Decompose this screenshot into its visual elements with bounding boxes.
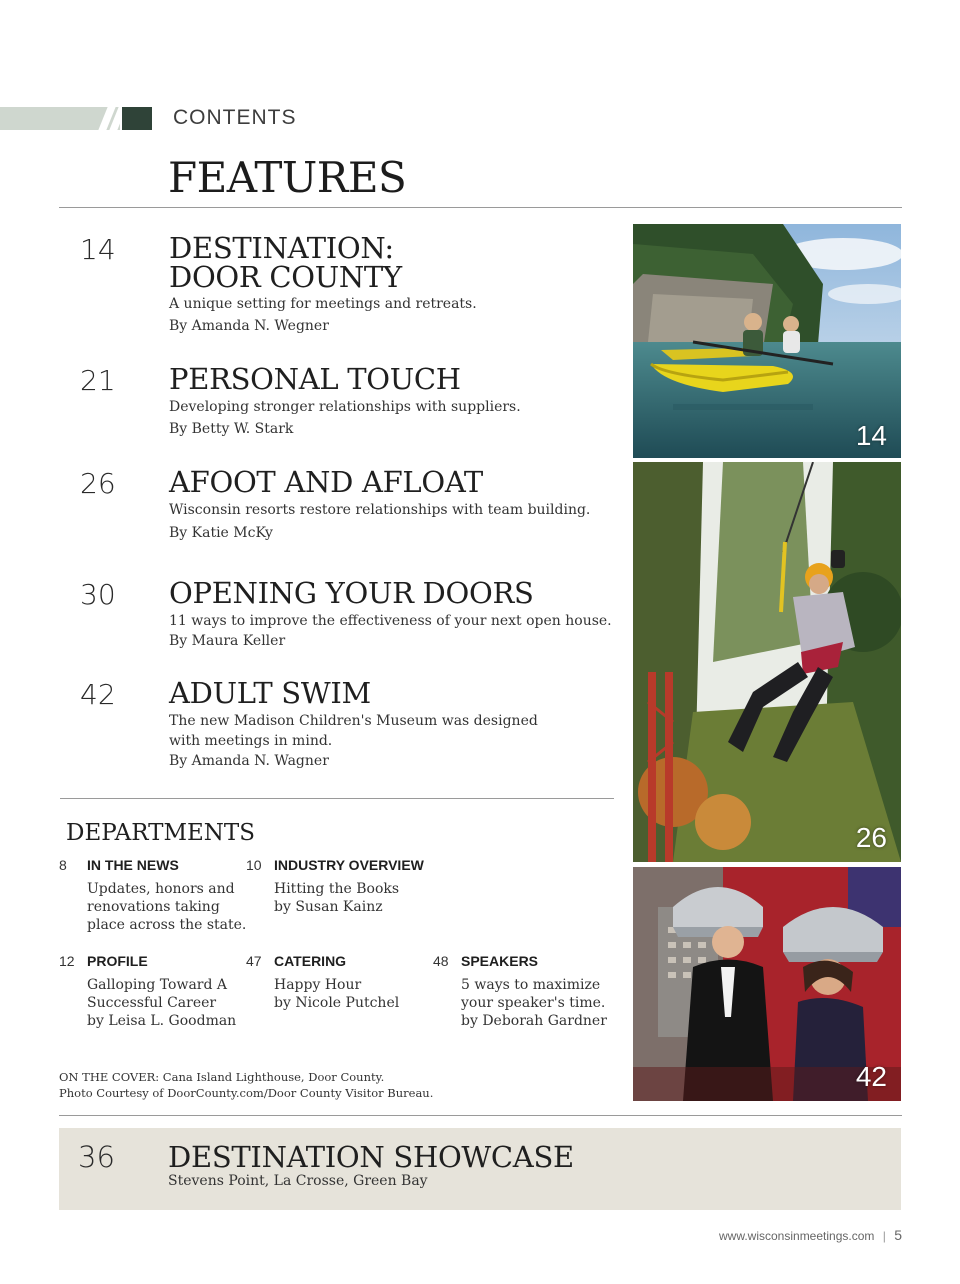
departments-divider: [60, 798, 614, 799]
department-description: place across the state.: [87, 917, 247, 933]
department-description: 5 ways to maximize: [461, 977, 601, 993]
departments-title: DEPARTMENTS: [66, 820, 256, 846]
department-page-number: 48: [433, 953, 449, 969]
feature-page-number: 14: [80, 233, 116, 266]
zipline-illustration: [633, 462, 901, 862]
showcase-divider: [59, 1115, 902, 1116]
feature-title: AFOOT AND AFLOAT: [169, 465, 483, 499]
department-page-number: 47: [246, 953, 262, 969]
footer-url[interactable]: www.wisconsinmeetings.com: [719, 1229, 875, 1243]
cover-note: [59, 1069, 433, 1101]
department-description: Galloping Toward A: [87, 977, 228, 993]
department-page-number: 12: [59, 953, 75, 969]
section-label: CONTENTS: [173, 106, 297, 129]
feature-description: Wisconsin resorts restore relationships with team building.: [169, 502, 591, 518]
department-description: by Leisa L. Goodman: [87, 1013, 237, 1029]
features-title: FEATURES: [168, 153, 407, 202]
department-description: by Deborah Gardner: [461, 1013, 607, 1029]
museum-photo: [633, 867, 901, 1101]
showcase-description: Stevens Point, La Crosse, Green Bay: [168, 1173, 428, 1189]
department-description: Successful Career: [87, 995, 217, 1011]
footer: [700, 1227, 902, 1243]
cover-note-credit: Photo Courtesy of DoorCounty.com/Door County Visitor Bureau.: [59, 1086, 434, 1100]
department-heading: IN THE NEWS: [87, 857, 179, 873]
department-heading: SPEAKERS: [461, 953, 539, 969]
department-description: by Nicole Putchel: [274, 995, 400, 1011]
department-heading: PROFILE: [87, 953, 148, 969]
photo-page-number: 14: [855, 420, 887, 451]
feature-byline: By Maura Keller: [169, 633, 286, 649]
feature-byline: By Betty W. Stark: [169, 421, 294, 437]
department-heading: INDUSTRY OVERVIEW: [274, 857, 424, 873]
department-heading: CATERING: [274, 953, 347, 969]
footer-page-number: 5: [894, 1227, 902, 1243]
features-divider: [59, 207, 902, 208]
department-description: Hitting the Books: [274, 881, 400, 897]
footer-separator: |: [882, 1229, 886, 1243]
cover-note-caption: ON THE COVER: Cana Island Lighthouse, Door County.: [59, 1070, 385, 1084]
feature-title: ADULT SWIM: [169, 676, 371, 710]
showcase-page-number: 36: [78, 1140, 115, 1174]
kayak-photo: [633, 224, 901, 458]
showcase-title: DESTINATION SHOWCASE: [168, 1140, 574, 1174]
feature-title: OPENING YOUR DOORS: [169, 576, 534, 610]
feature-byline: By Amanda N. Wagner: [169, 753, 329, 769]
feature-page-number: 30: [80, 578, 116, 611]
department-description: Happy Hour: [274, 977, 362, 993]
department-page-number: 8: [59, 857, 67, 873]
feature-description: A unique setting for meetings and retreats.: [169, 296, 477, 312]
feature-title: PERSONAL TOUCH: [169, 362, 461, 396]
feature-description: 11 ways to improve the effectiveness of your next open house.: [169, 613, 612, 629]
feature-page-number: 26: [80, 467, 116, 500]
photo-page-number: 26: [855, 822, 887, 853]
feature-title-line2: DOOR COUNTY: [169, 260, 402, 294]
feature-page-number: 21: [80, 364, 116, 397]
feature-byline: By Katie McKy: [169, 525, 273, 541]
feature-description-line2: with meetings in mind.: [169, 733, 333, 749]
department-description: Updates, honors and: [87, 881, 235, 897]
feature-byline: By Amanda N. Wegner: [169, 318, 329, 334]
header-band-dark: [122, 107, 152, 130]
feature-title: DESTINATION:: [169, 231, 394, 265]
department-description: by Susan Kainz: [274, 899, 383, 915]
department-description: renovations taking: [87, 899, 220, 915]
feature-page-number: 42: [80, 678, 116, 711]
department-page-number: 10: [246, 857, 262, 873]
feature-description: The new Madison Children's Museum was designed: [169, 713, 538, 729]
zipline-photo: [633, 462, 901, 862]
department-description: your speaker's time.: [461, 995, 606, 1011]
photo-page-number: 42: [855, 1061, 887, 1092]
feature-description: Developing stronger relationships with suppliers.: [169, 399, 521, 415]
